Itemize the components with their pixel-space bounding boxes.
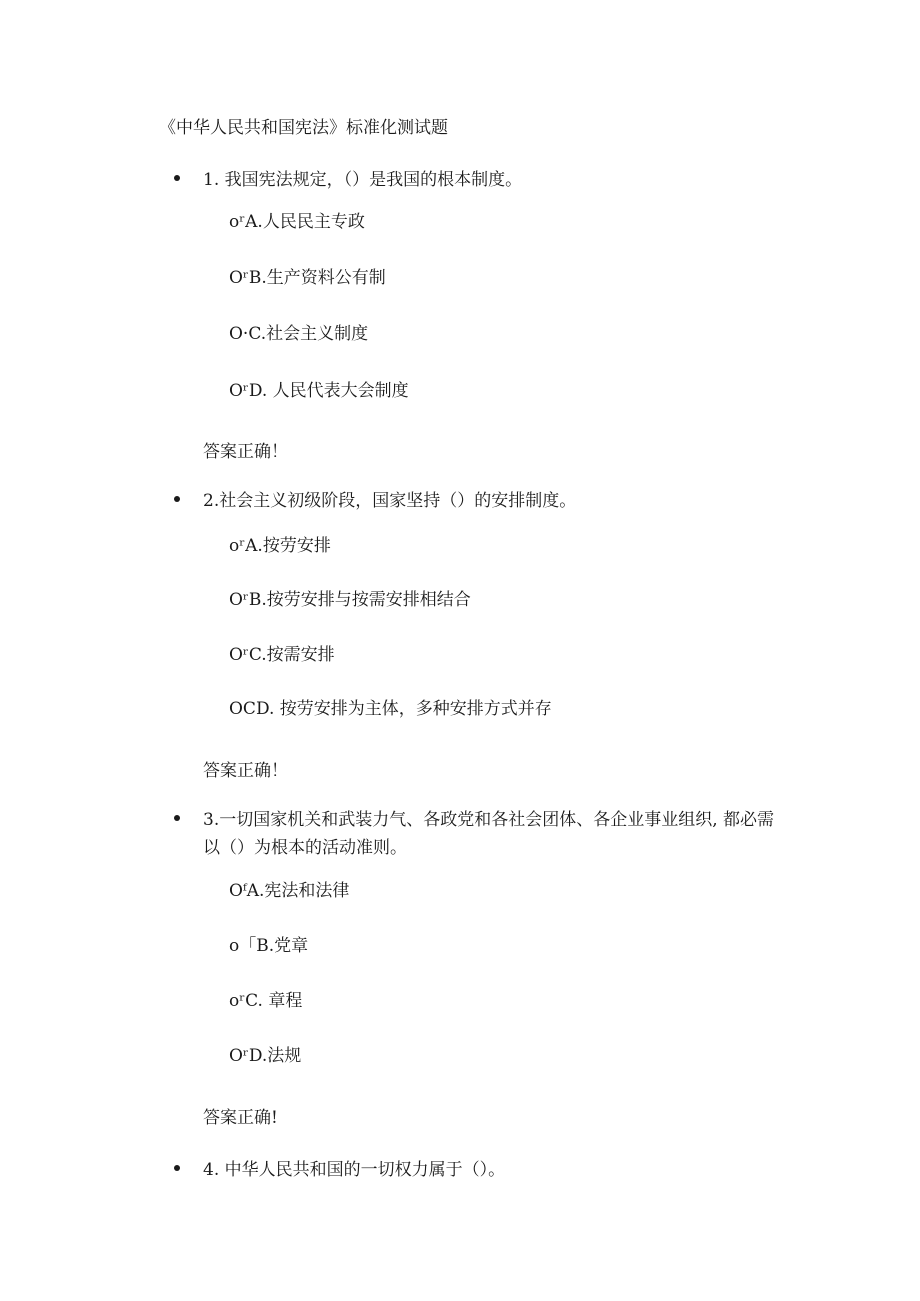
option-3d[interactable]: OʳD.法规 bbox=[229, 1046, 302, 1066]
option-1b[interactable]: OʳB.生产资料公有制 bbox=[229, 268, 386, 288]
question-text: 3.一切国家机关和武装力气、各政党和各社会团体、各企业事业组织, 都必需以（）为根本的活动准则。 bbox=[203, 810, 775, 858]
option-2d[interactable]: OCD. 按劳安排为主体，多种安排方式并存 bbox=[229, 699, 552, 719]
option-1c[interactable]: O·C.社会主义制度 bbox=[229, 324, 369, 344]
answer-feedback-2: 答案正确！ bbox=[203, 761, 288, 781]
question-text: 4. 中华人民共和国的一切权力属于（）。 bbox=[203, 1160, 506, 1180]
bullet-icon bbox=[174, 175, 180, 181]
option-3a[interactable]: OᶠA.宪法和法律 bbox=[229, 881, 350, 901]
question-text: 2.社会主义初级阶段，国家坚持（）的安排制度。 bbox=[203, 491, 577, 511]
bullet-icon bbox=[174, 1165, 180, 1171]
option-3b[interactable]: o「B.党章 bbox=[229, 936, 309, 956]
bullet-icon bbox=[174, 815, 180, 821]
bullet-icon bbox=[174, 496, 180, 502]
option-2c[interactable]: OʳC.按需安排 bbox=[229, 645, 335, 665]
option-3c[interactable]: oʳC. 章程 bbox=[229, 991, 303, 1011]
answer-feedback-1: 答案正确！ bbox=[203, 442, 288, 462]
option-1d[interactable]: OʳD. 人民代表大会制度 bbox=[229, 381, 409, 401]
option-2b[interactable]: OʳB.按劳安排与按需安排相结合 bbox=[229, 590, 471, 610]
option-2a[interactable]: oʳA.按劳安排 bbox=[229, 536, 331, 556]
question-text: 1. 我国宪法规定，（）是我国的根本制度。 bbox=[203, 170, 523, 190]
option-1a[interactable]: oʳA.人民民主专政 bbox=[229, 212, 365, 232]
document-title: 《中华人民共和国宪法》标准化测试题 bbox=[159, 118, 448, 138]
answer-feedback-3: 答案正确! bbox=[203, 1108, 278, 1128]
